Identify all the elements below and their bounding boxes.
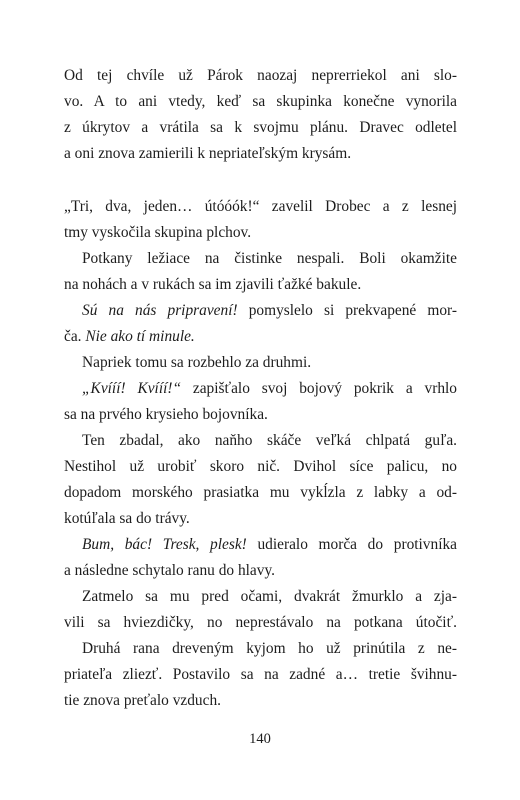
text-line: ča. Nie ako tí minule. [64, 328, 195, 345]
text-line: „Tri, dva, jeden… útóóók!“ zavelil Drobec a z lesnej [64, 198, 457, 215]
text-line: kotúľala sa do trávy. [64, 510, 190, 527]
text-line: Sú na nás pripravení! pomyslelo si prekvapené mor- [82, 302, 457, 319]
text-line: z úkrytov a vrátila sa k svojmu plánu. Dravec odletel [64, 119, 457, 136]
text-line: Druhá rana dreveným kyjom ho už prinútila z ne- [82, 640, 457, 657]
text-line: „Kvííí! Kvííí!“ zapišťalo svoj bojový pokrik a vrhlo [82, 380, 457, 397]
text-line: Ten zbadal, ako naňho skáče veľká chlpatá guľa. [82, 432, 457, 449]
scene-break [64, 167, 457, 194]
text-line: sa na prvého krysieho bojovníka. [64, 406, 268, 423]
page-number: 140 [249, 731, 271, 747]
body-text [64, 63, 457, 714]
text-line: a oni znova zamierili k nepriateľským krysám. [64, 145, 352, 162]
text-line: tie znova preťalo vzduch. [64, 692, 221, 709]
italic-thought: Nie ako tí minule. [85, 328, 195, 345]
text-line: Bum, bác! Tresk, plesk! udieralo morča do protivníka [82, 536, 458, 553]
text-line: Napriek tomu sa rozbehlo za druhmi. [82, 354, 312, 371]
text-line: Zatmelo sa mu pred očami, dvakrát žmurklo a zja- [82, 588, 457, 605]
italic-cry: „Kvííí! Kvííí!“ [82, 380, 182, 397]
italic-thought: Sú na nás pripravení! [82, 302, 238, 319]
text-line: vili sa hviezdičky, no neprestávalo na potkana útočiť. [64, 614, 457, 631]
text-line: Nestihol už urobiť skoro nič. Dvihol síce palicu, no [64, 458, 457, 475]
text-line: Potkany ležiace na čistinke nespali. Boli okamžite [82, 250, 457, 267]
text-line: a následne schytalo ranu do hlavy. [64, 562, 275, 579]
text-line: priateľa zliezť. Postavilo sa na zadné a… tretie švihnu- [64, 666, 457, 683]
italic-sound: Bum, bác! Tresk, plesk! [82, 536, 247, 553]
text-line: dopadom morského prasiatka mu vykĺzla z labky a od- [64, 484, 457, 501]
text-line: vo. A to ani vtedy, keď sa skupinka konečne vynorila [64, 93, 457, 110]
text-line: Od tej chvíle už Párok naozaj neprerriekol ani slo- [64, 67, 457, 84]
text-line: tmy vyskočila skupina plchov. [64, 224, 252, 241]
text-line: na nohách a v rukách sa im zjavili ťažké bakule. [64, 276, 362, 293]
